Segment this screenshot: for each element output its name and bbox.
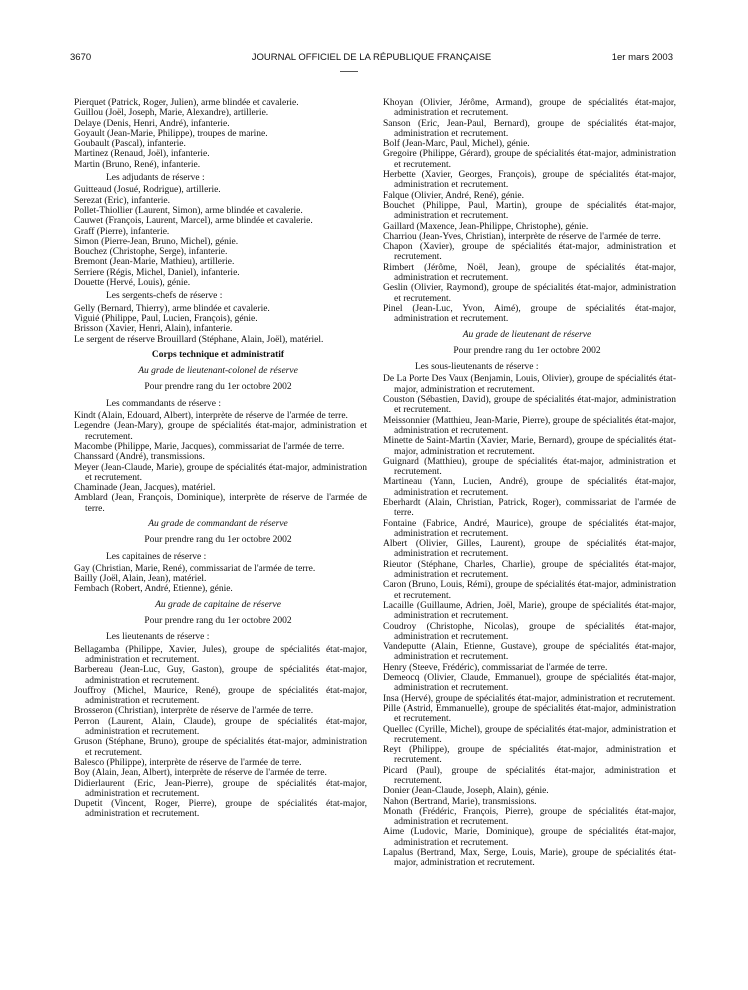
rank-date-line: Pour prendre rang du 1er octobre 2002 xyxy=(144,382,292,393)
header-divider xyxy=(340,71,358,72)
list-entry: Martinez (Renaud, Joël), infanterie. xyxy=(74,149,210,160)
list-entry: Martin (Bruno, René), infanterie. xyxy=(74,159,201,170)
list-entry: Pierquet (Patrick, Roger, Julien), arme blindée et cavalerie. xyxy=(74,98,299,108)
list-entry: Falque (Olivier, André, René), génie. xyxy=(383,190,525,201)
list-entry: Dupetit (Vincent, Roger, Pierre), groupe de spécialités état-major, administration et recrutement. xyxy=(74,799,367,820)
list-entry: Coudroy (Christophe, Nicolas), groupe de spécialités état-major, administration et recrutement. xyxy=(383,621,676,642)
list-entry: Couston (Sébastien, David), groupe de spécialités état-major, administration et recrutement. xyxy=(383,395,676,416)
list-entry: De La Porte Des Vaux (Benjamin, Louis, Olivier), groupe de spécialités état-major, administration et recrutement. xyxy=(383,374,676,395)
list-entry: Lapalus (Bertrand, Max, Serge, Louis, Marie), groupe de spécialités état-major, administration et recrutement. xyxy=(383,848,676,869)
list-entry: Eberhardt (Alain, Christian, Patrick, Roger), commissariat de l'armée de terre. xyxy=(383,497,676,519)
rank-date-line: Pour prendre rang du 1er octobre 2002 xyxy=(144,535,292,546)
grade-heading: Au grade de capitaine de réserve xyxy=(155,599,281,610)
list-entry: Kindt (Alain, Edouard, Albert), interprète de réserve de l'armée de terre. xyxy=(74,411,348,422)
list-entry: Caron (Bruno, Louis, Rémi), groupe de spécialités état-major, administration et recrutement. xyxy=(383,580,676,601)
list-entry: Quellec (Cyrille, Michel), groupe de spécialités état-major, administration et recrutement. xyxy=(383,724,676,745)
list-entry: Bouchet (Philippe, Paul, Martin), groupe de spécialités état-major, administration et recrutement. xyxy=(383,200,676,222)
list-entry: Geslin (Olivier, Raymond), groupe de spécialités état-major, administration et recrutement. xyxy=(383,283,676,304)
right-column xyxy=(383,98,676,869)
left-column xyxy=(74,98,367,820)
list-entry: Chanssard (André), transmissions. xyxy=(74,452,205,463)
rank-subheading: Les adjudants de réserve : xyxy=(106,173,205,184)
list-entry: Perron (Laurent, Alain, Claude), groupe de spécialités état-major, administration et recrutement. xyxy=(74,716,367,738)
list-entry: Bremont (Jean-Marie, Mathieu), artillerie. xyxy=(74,257,235,268)
list-entry: Brosseron (Christian), interprète de réserve de l'armée de terre. xyxy=(74,706,314,717)
list-entry: Amblard (Jean, François, Dominique), interprète de réserve de l'armée de terre. xyxy=(74,493,367,514)
list-entry: Fembach (Robert, André, Etienne), génie. xyxy=(74,584,233,595)
list-entry: Picard (Paul), groupe de spécialités état-major, administration et recrutement. xyxy=(383,765,676,786)
list-entry: Cauwet (François, Laurent, Marcel), arme blindée et cavalerie. xyxy=(74,216,313,227)
page-number: 3670 xyxy=(70,52,92,63)
list-entry: Khoyan (Olivier, Jérôme, Armand), groupe de spécialités état-major, administration et recrutement. xyxy=(383,98,676,119)
list-entry: Sanson (Eric, Jean-Paul, Bernard), groupe de spécialités état-major, administration et recrutement. xyxy=(383,118,676,139)
list-entry: Bailly (Joël, Alain, Jean), matériel. xyxy=(74,574,207,585)
rank-subheading: Les capitaines de réserve : xyxy=(106,551,207,562)
list-entry: Boy (Alain, Jean, Albert), interprète de réserve de l'armée de terre. xyxy=(74,768,327,779)
list-entry: Minette de Saint-Martin (Xavier, Marie, Bernard), groupe de spécialités état-major, administration et recrutement. xyxy=(383,436,676,457)
list-entry: Henry (Steeve, Frédéric), commissariat de l'armée de terre. xyxy=(383,662,608,673)
list-entry: Meyer (Jean-Claude, Marie), groupe de spécialités état-major, administration et recrutement. xyxy=(74,462,367,483)
grade-heading: Au grade de lieutenant de réserve xyxy=(462,329,592,340)
list-entry: Reyt (Philippe), groupe de spécialités état-major, administration et recrutement. xyxy=(383,745,676,766)
list-entry: Viguié (Philippe, Paul, Lucien, François), génie. xyxy=(74,313,258,324)
list-entry: Chaminade (Jean, Jacques), matériel. xyxy=(74,483,216,494)
list-entry: Guillou (Joël, Joseph, Marie, Alexandre), artillerie. xyxy=(74,108,269,119)
list-entry: Rieutor (Stéphane, Charles, Charlie), groupe de spécialités état-major, administration et recrutement. xyxy=(383,559,676,581)
list-entry: Gregoire (Philippe, Gérard), groupe de spécialités état-major, administration et recrutement. xyxy=(383,149,676,170)
list-entry: Pille (Astrid, Emmanuelle), groupe de spécialités état-major, administration et recrutement. xyxy=(383,703,676,725)
list-entry: Simon (Pierre-Jean, Bruno, Michel), génie. xyxy=(74,236,239,247)
list-entry: Gelly (Bernard, Thierry), arme blindée et cavalerie. xyxy=(74,303,270,314)
list-entry: Charriou (Jean-Yves, Christian), interprète de réserve de l'armée de terre. xyxy=(383,231,661,242)
list-entry: Insa (Hervé), groupe de spécialités état-major, administration et recrutement. xyxy=(383,693,676,704)
list-entry: Pinel (Jean-Luc, Yvon, Aimé), groupe de spécialités état-major, administration et recrutement. xyxy=(383,303,676,325)
rank-subheading: Les sergents-chefs de réserve : xyxy=(106,291,223,302)
rank-subheading: Les commandants de réserve : xyxy=(106,398,222,409)
list-entry: Bolf (Jean-Marc, Paul, Michel), génie. xyxy=(383,139,530,150)
list-entry: Balesco (Philippe), interprète de réserve de l'armée de terre. xyxy=(74,757,302,768)
grade-heading: Au grade de lieutenant-colonel de réserve xyxy=(138,366,298,377)
list-entry: Rimbert (Jérôme, Noël, Jean), groupe de spécialités état-major, administration et recrutement. xyxy=(383,262,676,284)
list-entry: Vandeputte (Alain, Etienne, Gustave), groupe de spécialités état-major, administration et recrutement. xyxy=(383,642,676,663)
section-heading: Corps technique et administratif xyxy=(151,349,285,360)
list-entry: Pollet-Thiollier (Laurent, Simon), arme blindée et cavalerie. xyxy=(74,205,303,216)
rank-date-line: Pour prendre rang du 1er octobre 2002 xyxy=(144,616,292,627)
rank-date-line: Pour prendre rang du 1er octobre 2002 xyxy=(453,345,601,356)
list-entry: Nahon (Bertrand, Marie), transmissions. xyxy=(383,796,537,807)
list-entry: Guignard (Matthieu), groupe de spécialités état-major, administration et recrutement. xyxy=(383,456,676,478)
issue-date: 1er mars 2003 xyxy=(611,52,673,63)
list-entry: Fontaine (Fabrice, André, Maurice), groupe de spécialités état-major, administration et recrutement. xyxy=(383,518,676,539)
rank-subheading: Les lieutenants de réserve : xyxy=(106,632,210,643)
page-header xyxy=(70,52,673,66)
list-entry: Demeocq (Olivier, Claude, Emmanuel), groupe de spécialités état-major, administration et recrutement. xyxy=(383,673,676,694)
list-entry: Albert (Olivier, Gilles, Laurent), groupe de spécialités état-major, administration et recrutement. xyxy=(383,539,676,560)
list-entry: Serezat (Eric), infanterie. xyxy=(74,195,170,206)
list-entry: Donier (Jean-Claude, Joseph, Alain), génie. xyxy=(383,786,549,797)
list-entry: Herbette (Xavier, Georges, François), groupe de spécialités état-major, administration et recrutement. xyxy=(383,170,676,191)
list-entry: Brisson (Xavier, Henri, Alain), infanterie. xyxy=(74,324,233,335)
list-entry: Goyault (Jean-Marie, Philippe), troupes de marine. xyxy=(74,128,268,139)
journal-title: JOURNAL OFFICIEL DE LA RÉPUBLIQUE FRANÇAISE xyxy=(251,52,492,63)
list-entry: Barbereau (Jean-Luc, Guy, Gaston), groupe de spécialités état-major, administration et recrutement. xyxy=(74,665,367,686)
list-entry: Bouchez (Christophe, Serge), infanterie. xyxy=(74,247,228,258)
list-entry: Aime (Ludovic, Marie, Dominique), groupe de spécialités état-major, administration et recrutement. xyxy=(383,827,676,848)
list-entry: Graff (Pierre), infanterie. xyxy=(74,226,170,237)
list-entry: Macombe (Philippe, Marie, Jacques), commissariat de l'armée de terre. xyxy=(74,441,345,452)
list-entry: Monath (Frédéric, François, Pierre), groupe de spécialités état-major, administration et recrutement. xyxy=(383,806,676,828)
list-entry: Le sergent de réserve Brouillard (Stéphane, Alain, Joël), matériel. xyxy=(74,334,324,345)
grade-heading: Au grade de commandant de réserve xyxy=(148,518,288,529)
rank-subheading: Les sous-lieutenants de réserve : xyxy=(415,362,539,373)
list-entry: Delaye (Denis, Henri, André), infanterie. xyxy=(74,118,230,129)
list-entry: Meissonnier (Matthieu, Jean-Marie, Pierre), groupe de spécialités état-major, administration et recrutement. xyxy=(383,415,676,436)
list-entry: Didierlaurent (Eric, Jean-Pierre), groupe de spécialités état-major, administration et recrutement. xyxy=(74,778,367,799)
list-entry: Serriere (Régis, Michel, Daniel), infanterie. xyxy=(74,267,240,278)
list-entry: Bellagamba (Philippe, Xavier, Jules), groupe de spécialités état-major, administration et recrutement. xyxy=(74,644,367,665)
list-entry: Legendre (Jean-Mary), groupe de spécialités état-major, administration et recrutement. xyxy=(74,421,367,442)
list-entry: Gaillard (Maxence, Jean-Philippe, Christophe), génie. xyxy=(383,221,589,232)
list-entry: Douette (Hervé, Louis), génie. xyxy=(74,278,191,289)
list-entry: Gay (Christian, Marie, René), commissariat de l'armée de terre. xyxy=(74,563,316,574)
list-entry: Jouffroy (Michel, Maurice, René), groupe de spécialités état-major, administration et recrutement. xyxy=(74,685,367,707)
list-entry: Gruson (Stéphane, Bruno), groupe de spécialités état-major, administration et recrutement. xyxy=(74,737,367,758)
list-entry: Chapon (Xavier), groupe de spécialités état-major, administration et recrutement. xyxy=(383,242,676,263)
list-entry: Lacaille (Guillaume, Adrien, Joël, Marie), groupe de spécialités état-major, administration et recrutement. xyxy=(383,600,676,622)
list-entry: Goubault (Pascal), infanterie. xyxy=(74,139,186,150)
list-entry: Martineau (Yann, Lucien, André), groupe de spécialités état-major, administration et recrutement. xyxy=(383,477,676,498)
list-entry: Guitteaud (Josué, Rodrigue), artillerie. xyxy=(74,185,221,196)
